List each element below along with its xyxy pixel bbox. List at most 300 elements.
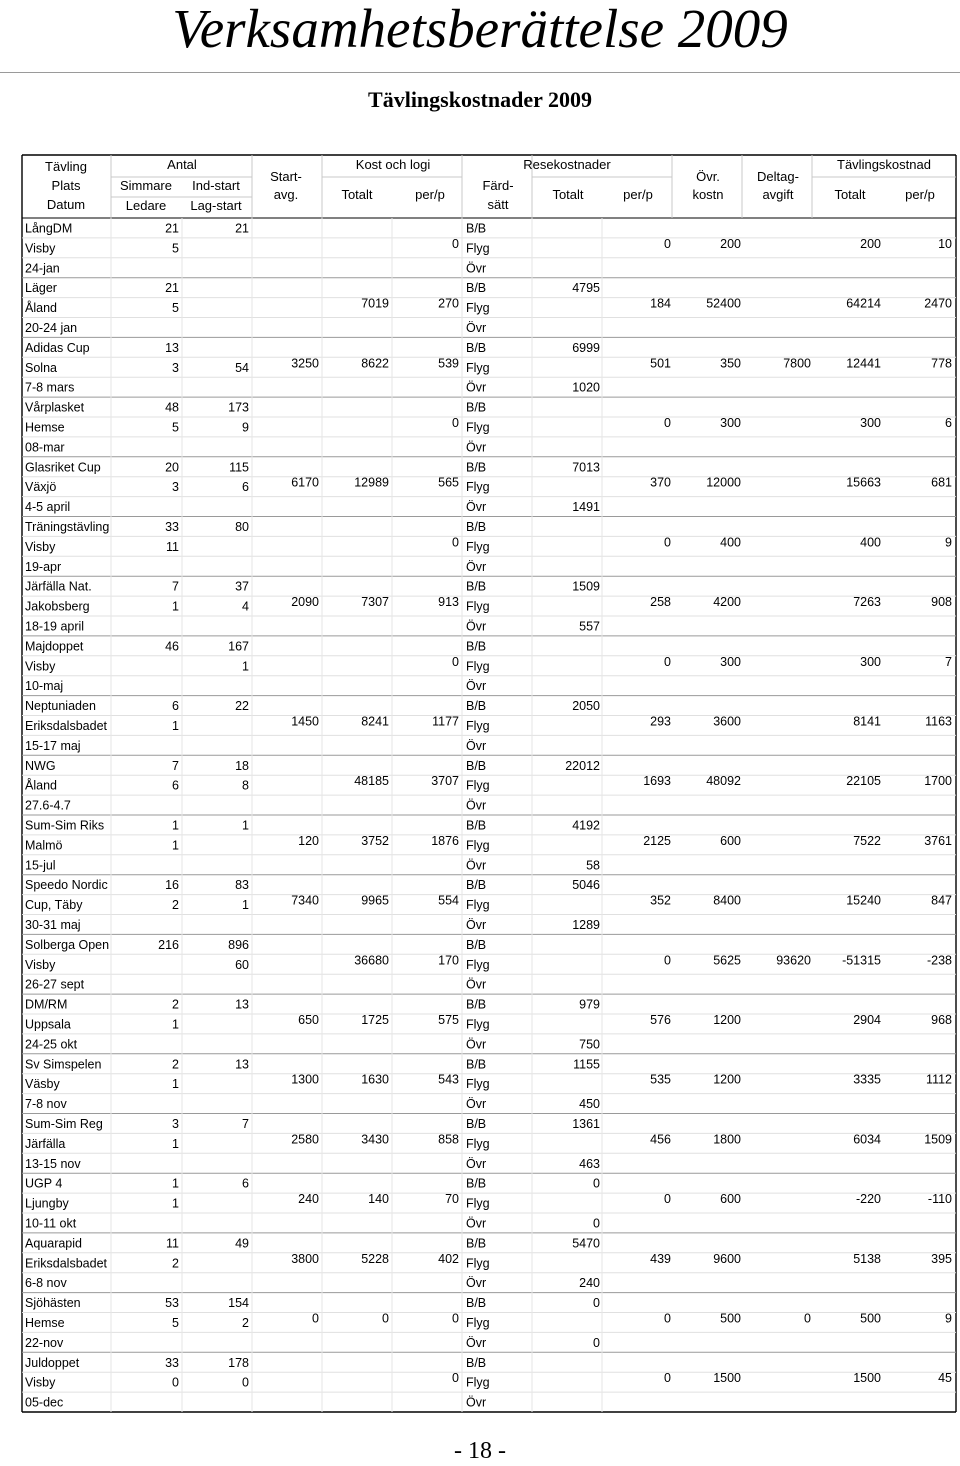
kost-perp-value: 0 <box>452 1311 459 1326</box>
ledare-count: 1 <box>172 599 179 614</box>
ovr-kostn-value: 0 <box>664 1192 671 1207</box>
tk-totalt-value: 7263 <box>853 595 881 610</box>
event-name: NWG <box>25 758 56 773</box>
transport-ovr-label: Övr <box>466 261 487 276</box>
tk-perp-value: -51315 <box>842 953 881 968</box>
header-avg: avg. <box>273 187 299 202</box>
event-name: Sum-Sim Riks <box>25 818 105 833</box>
event-name: Speedo Nordic <box>25 878 108 893</box>
event-date: 7-8 mars <box>25 380 75 395</box>
rese-ovr-value: 1289 <box>572 918 600 932</box>
ind-start-count: 115 <box>229 460 249 475</box>
transport-ovr-label: Övr <box>466 440 487 455</box>
rese-ovr-value: 240 <box>579 1276 600 1291</box>
kost-perp-value: 539 <box>438 356 459 371</box>
event-date: 22-nov <box>25 1335 64 1350</box>
event-date: 6-8 nov <box>25 1276 67 1291</box>
rese-ovr-value: 750 <box>579 1037 600 1052</box>
ovr-kostn-value: 370 <box>650 475 671 490</box>
ind-start-count: 173 <box>228 400 249 415</box>
document-title: Verksamhetsberättelse 2009 <box>172 0 788 59</box>
deltagavgift-value: 1200 <box>713 1013 741 1027</box>
transport-flyg-label: Flyg <box>466 360 490 375</box>
event-place: Eriksdalsbadet <box>25 719 107 733</box>
deltagavgift-value: 9600 <box>713 1251 741 1266</box>
kost-totalt-value: 48185 <box>354 774 389 789</box>
tk-totalt-value: 1500 <box>853 1371 881 1386</box>
tk-totalt-value: 200 <box>860 236 881 251</box>
ind-start-count: 167 <box>228 639 249 654</box>
transport-flyg-label: Flyg <box>466 1136 490 1151</box>
ovr-kostn-value: 0 <box>664 654 671 669</box>
simmare-count: 7 <box>172 579 179 594</box>
rese-ovr-value: 0 <box>593 1335 600 1350</box>
kost-totalt-value: 8622 <box>361 356 389 371</box>
transport-ovr-label: Övr <box>466 1335 487 1350</box>
event-place: Hemse <box>25 420 65 435</box>
header-plats: Plats <box>51 178 81 193</box>
transport-flyg-label: Flyg <box>466 1196 490 1211</box>
ledare-count: 5 <box>172 301 179 316</box>
kost-totalt-value: 3752 <box>361 833 389 848</box>
header-satt: sätt <box>487 197 509 212</box>
transport-ovr-label: Övr <box>466 380 487 395</box>
table-header <box>45 157 935 213</box>
ledare-count: 0 <box>172 1375 179 1390</box>
transport-flyg-label: Flyg <box>466 539 490 554</box>
start-avg-value: 7340 <box>291 893 319 908</box>
transport-ovr-label: Övr <box>466 321 487 335</box>
header-kost-totalt: Totalt <box>341 187 373 202</box>
transport-flyg-label: Flyg <box>466 838 490 853</box>
ledare-count: 5 <box>172 241 179 256</box>
start-avg-value: 3250 <box>291 356 319 371</box>
kost-perp-value: 0 <box>452 416 459 430</box>
event-place: Åland <box>25 778 57 793</box>
start-avg-value: 120 <box>298 833 319 848</box>
transport-bb-label: B/B <box>466 400 487 415</box>
event-place: Väsby <box>25 1077 60 1092</box>
tk-totalt-value: 8141 <box>853 714 881 729</box>
ovr-kostn-value: 576 <box>650 1013 671 1027</box>
transport-ovr-label: Övr <box>466 679 487 694</box>
event-date: 27.6-4.7 <box>25 798 71 813</box>
simmare-count: 33 <box>165 1355 179 1370</box>
event-name: LångDM <box>25 221 73 236</box>
rese-ovr-value: 0 <box>593 1216 600 1231</box>
kost-perp-value: 70 <box>445 1192 459 1207</box>
rese-bb-value: 4795 <box>572 281 600 296</box>
simmare-count: 21 <box>165 281 179 296</box>
event-name: Glasriket Cup <box>25 460 101 475</box>
header-ind-start: Ind-start <box>192 178 240 193</box>
tk-totalt-value: 300 <box>860 416 881 430</box>
transport-bb-label: B/B <box>466 997 487 1012</box>
deltagavgift-value: 500 <box>720 1311 741 1326</box>
header-kost-och-logi: Kost och logi <box>355 157 431 172</box>
simmare-count: 48 <box>165 400 179 415</box>
deltagavgift-value: 5625 <box>713 953 741 968</box>
ind-start-count: 18 <box>235 758 249 773</box>
transport-bb-label: B/B <box>466 520 487 534</box>
event-name: Juldoppet <box>25 1355 80 1370</box>
rese-bb-value: 979 <box>579 997 600 1012</box>
transport-ovr-label: Övr <box>466 977 487 992</box>
start-avg-value: 2090 <box>291 595 319 610</box>
deltagavgift-value: 12000 <box>706 475 741 490</box>
deltagavgift-value: 1200 <box>713 1072 741 1087</box>
transport-bb-label: B/B <box>466 1236 487 1251</box>
start-avg-value: 0 <box>312 1311 319 1326</box>
ind-start-count: 154 <box>228 1296 249 1311</box>
tk-perp-value: 6 <box>945 416 952 430</box>
transport-flyg-label: Flyg <box>466 1316 490 1330</box>
simmare-count: 6 <box>172 699 179 714</box>
event-name: Vårplasket <box>25 400 85 415</box>
deltagavgift-value: 300 <box>720 416 741 430</box>
transport-flyg-label: Flyg <box>466 420 490 435</box>
rese-bb-value: 4192 <box>572 818 600 833</box>
header-avgift: avgift <box>762 187 794 202</box>
header-deltag: Deltag- <box>757 169 799 184</box>
deltagavgift-value: 8400 <box>713 893 741 908</box>
simmare-count: 20 <box>165 460 179 475</box>
event-name: Aquarapid <box>25 1236 82 1251</box>
kost-perp-value: 913 <box>438 595 459 610</box>
event-date: 19-apr <box>25 559 62 574</box>
tk-perp-value: 3761 <box>924 833 952 848</box>
kost-perp-value: 1876 <box>431 833 459 848</box>
simmare-count: 2 <box>172 1057 179 1072</box>
event-place: Visby <box>25 659 56 674</box>
ovr-kostn-value: 1693 <box>643 774 671 789</box>
rese-ovr-value: 1020 <box>572 380 600 395</box>
tk-totalt-value: 7800 <box>783 356 811 371</box>
transport-flyg-label: Flyg <box>466 1375 490 1390</box>
start-avg-value: 3800 <box>291 1251 319 1266</box>
rese-bb-value: 1155 <box>573 1057 600 1072</box>
transport-flyg-label: Flyg <box>466 1256 490 1271</box>
header-tavling: Tävling <box>45 159 87 174</box>
lag-start-count: 6 <box>242 480 249 495</box>
tk-extra-value: 9 <box>945 1311 952 1326</box>
rese-ovr-value: 463 <box>579 1156 600 1171</box>
kost-perp-value: 565 <box>438 475 459 490</box>
ind-start-count: 178 <box>228 1355 249 1370</box>
tk-totalt-value: 5138 <box>853 1251 881 1266</box>
event-date: 15-17 maj <box>25 738 81 753</box>
ledare-count: 1 <box>172 1017 179 1032</box>
transport-bb-label: B/B <box>466 1176 487 1191</box>
lag-start-count: 54 <box>235 360 249 375</box>
transport-flyg-label: Flyg <box>466 778 490 793</box>
header-tk-perp: per/p <box>905 187 935 202</box>
kost-perp-value: 270 <box>438 296 459 311</box>
event-place: Uppsala <box>25 1017 71 1032</box>
rese-bb-value: 6999 <box>572 340 600 355</box>
start-avg-value: 2580 <box>291 1132 319 1147</box>
header-ovr: Övr. <box>696 169 720 184</box>
transport-bb-label: B/B <box>466 460 487 475</box>
transport-bb-label: B/B <box>466 639 487 654</box>
header-tk-totalt: Totalt <box>834 187 866 202</box>
event-place: Visby <box>25 1375 56 1390</box>
transport-ovr-label: Övr <box>466 858 487 873</box>
event-date: 7-8 nov <box>25 1097 67 1112</box>
lag-start-count: 4 <box>242 599 249 614</box>
kost-perp-value: 1177 <box>432 714 459 729</box>
tk-perp-value: 2470 <box>924 296 952 311</box>
transport-ovr-label: Övr <box>466 500 487 515</box>
transport-ovr-label: Övr <box>466 1097 487 1112</box>
event-name: DM/RM <box>25 997 68 1012</box>
rese-ovr-value: 58 <box>586 858 600 873</box>
start-avg-value: 6170 <box>291 475 319 490</box>
ledare-count: 1 <box>172 1196 179 1211</box>
ledare-count: 5 <box>172 1316 179 1330</box>
rese-ovr-value: 557 <box>579 619 600 634</box>
kost-perp-value: 0 <box>452 236 459 251</box>
event-date: 18-19 april <box>25 619 85 634</box>
tk-perp-value: 45 <box>938 1371 952 1386</box>
transport-ovr-label: Övr <box>466 1216 487 1231</box>
transport-bb-label: B/B <box>466 340 487 355</box>
ledare-count: 3 <box>172 360 179 375</box>
rese-bb-value: 7013 <box>572 460 600 475</box>
ovr-kostn-value: 0 <box>664 416 671 430</box>
event-date: 15-jul <box>25 858 56 873</box>
deltagavgift-value: 350 <box>720 356 741 371</box>
tk-totalt-value: 3335 <box>853 1072 881 1087</box>
tk-extra-value: -238 <box>926 953 952 968</box>
event-name: UGP 4 <box>25 1176 63 1191</box>
transport-bb-label: B/B <box>466 221 487 236</box>
ovr-kostn-value: 0 <box>664 953 671 968</box>
event-place: Visby <box>25 241 56 256</box>
event-name: Läger <box>25 281 57 296</box>
ovr-kostn-value: 501 <box>650 356 671 371</box>
transport-flyg-label: Flyg <box>466 898 490 913</box>
transport-flyg-label: Flyg <box>466 1077 490 1092</box>
kost-totalt-value: 12989 <box>354 475 389 490</box>
transport-bb-label: B/B <box>466 281 487 296</box>
lag-start-count: 1 <box>242 659 249 674</box>
transport-bb-label: B/B <box>466 937 487 952</box>
transport-bb-label: B/B <box>466 1057 487 1072</box>
tk-totalt-value: 22105 <box>846 774 881 789</box>
tk-totalt-value: 93620 <box>776 953 811 968</box>
start-avg-value: 1450 <box>291 714 319 729</box>
tk-totalt-value: 6034 <box>853 1132 881 1147</box>
transport-ovr-label: Övr <box>466 1156 487 1171</box>
ind-start-count: 1 <box>242 818 249 833</box>
deltagavgift-value: 1800 <box>713 1132 741 1147</box>
kost-totalt-value: 7019 <box>361 296 389 311</box>
event-place: Ljungby <box>25 1196 69 1211</box>
simmare-count: 1 <box>172 818 179 833</box>
rese-ovr-value: 450 <box>579 1097 600 1112</box>
ovr-kostn-value: 535 <box>650 1072 671 1087</box>
page-title: Tävlingskostnader 2009 <box>368 87 592 112</box>
ledare-count: 1 <box>172 719 179 733</box>
event-date: 08-mar <box>25 440 65 455</box>
kost-totalt-value: 7307 <box>361 595 389 610</box>
tk-extra-value: 778 <box>931 356 952 371</box>
ind-start-count: 21 <box>235 221 249 236</box>
header-rese-totalt: Totalt <box>552 187 584 202</box>
event-name: Sjöhästen <box>25 1296 81 1311</box>
event-date: 24-25 okt <box>25 1037 78 1052</box>
ind-start-count: 83 <box>235 878 249 893</box>
tk-perp-value: 10 <box>938 236 952 251</box>
ledare-count: 3 <box>172 480 179 495</box>
transport-bb-label: B/B <box>466 579 487 594</box>
tk-perp-value: 1700 <box>924 774 952 789</box>
header-tavlingskostnad: Tävlingskostnad <box>837 157 931 172</box>
simmare-count: 13 <box>165 340 179 355</box>
transport-bb-label: B/B <box>466 1355 487 1370</box>
tk-totalt-value: 300 <box>860 654 881 669</box>
lag-start-count: 2 <box>242 1316 249 1330</box>
rese-bb-value: 0 <box>593 1176 600 1191</box>
tk-perp-value: -110 <box>927 1192 952 1207</box>
event-date: 4-5 april <box>25 500 71 515</box>
kost-totalt-value: 36680 <box>354 953 389 968</box>
simmare-count: 16 <box>165 878 179 893</box>
transport-flyg-label: Flyg <box>466 719 490 733</box>
tk-totalt-value: 2904 <box>853 1013 881 1027</box>
event-name: Sum-Sim Reg <box>25 1117 103 1131</box>
kost-perp-value: 0 <box>452 535 459 550</box>
transport-flyg-label: Flyg <box>466 241 490 256</box>
event-place: Järfälla <box>25 1136 66 1151</box>
tk-perp-value: 395 <box>931 1251 952 1266</box>
ovr-kostn-value: 293 <box>650 714 671 729</box>
event-place: Växjö <box>25 480 57 495</box>
kost-perp-value: 3707 <box>431 774 459 789</box>
kost-totalt-value: 3430 <box>361 1132 389 1147</box>
transport-ovr-label: Övr <box>466 1276 487 1291</box>
kost-totalt-value: 8241 <box>361 714 389 729</box>
header-datum: Datum <box>46 197 86 212</box>
tk-perp-value: 968 <box>931 1013 952 1027</box>
transport-flyg-label: Flyg <box>466 301 490 316</box>
tk-totalt-value: 15663 <box>846 475 881 490</box>
tk-perp-value: 7 <box>945 654 952 669</box>
deltagavgift-value: 1500 <box>713 1371 741 1386</box>
ledare-count: 2 <box>172 898 179 913</box>
kost-totalt-value: 140 <box>368 1192 389 1207</box>
transport-ovr-label: Övr <box>466 738 487 753</box>
transport-bb-label: B/B <box>466 758 487 773</box>
start-avg-value: 650 <box>298 1013 319 1027</box>
transport-bb-label: B/B <box>466 1296 487 1311</box>
ledare-count: 5 <box>172 420 179 435</box>
rese-bb-value: 22012 <box>565 758 600 773</box>
transport-bb-label: B/B <box>466 878 487 893</box>
transport-flyg-label: Flyg <box>466 1017 490 1032</box>
ind-start-count: 6 <box>242 1176 249 1191</box>
simmare-count: 3 <box>172 1117 179 1131</box>
header-simmare: Simmare <box>119 178 173 193</box>
event-name: Majdoppet <box>25 639 84 654</box>
tk-perp-value: 12441 <box>846 356 881 371</box>
event-place: Åland <box>25 301 57 316</box>
event-name: Solberga Open <box>25 937 110 952</box>
transport-ovr-label: Övr <box>466 1037 487 1052</box>
tk-totalt-value: 400 <box>860 535 881 550</box>
header-kostn: kostn <box>692 187 724 202</box>
tk-perp-value: 1163 <box>925 714 952 729</box>
transport-ovr-label: Övr <box>466 559 487 574</box>
transport-ovr-label: Övr <box>466 798 487 813</box>
ovr-kostn-value: 0 <box>664 1311 671 1326</box>
event-place: Hemse <box>25 1316 65 1330</box>
event-date: 26-27 sept <box>25 977 85 992</box>
tk-perp-value: 681 <box>931 475 952 490</box>
event-place: Cup, Täby <box>25 898 83 913</box>
transport-flyg-label: Flyg <box>466 480 490 495</box>
simmare-count: 11 <box>166 1236 179 1251</box>
start-avg-value: 1300 <box>291 1072 319 1087</box>
tk-totalt-value: 15240 <box>846 893 881 908</box>
ledare-count: 6 <box>172 778 179 793</box>
simmare-count: 1 <box>172 1176 179 1191</box>
deltagavgift-value: 3600 <box>713 714 741 729</box>
kost-totalt-value: 1725 <box>361 1013 389 1027</box>
ovr-kostn-value: 456 <box>650 1132 671 1147</box>
transport-ovr-label: Övr <box>466 619 487 634</box>
event-place: Solna <box>25 360 57 375</box>
simmare-count: 33 <box>165 520 179 534</box>
kost-totalt-value: 9965 <box>361 893 389 908</box>
ovr-kostn-value: 0 <box>664 1371 671 1386</box>
transport-ovr-label: Övr <box>466 1395 487 1410</box>
lag-start-count: 1 <box>242 898 249 913</box>
ind-start-count: 22 <box>235 699 249 714</box>
tk-perp-value: 908 <box>931 595 952 610</box>
transport-flyg-label: Flyg <box>466 659 490 674</box>
transport-ovr-label: Övr <box>466 918 487 932</box>
lag-start-count: 60 <box>235 957 249 972</box>
event-name: Järfälla Nat. <box>25 579 92 594</box>
tk-totalt-value: 0 <box>804 1311 811 1326</box>
ledare-count: 1 <box>172 1136 179 1151</box>
tk-totalt-value: 64214 <box>846 296 881 311</box>
tk-perp-value: 9 <box>945 535 952 550</box>
lag-start-count: 0 <box>242 1375 249 1390</box>
rese-ovr-value: 1491 <box>572 500 600 515</box>
ind-start-count: 80 <box>235 520 249 534</box>
tk-perp-value: 1509 <box>924 1132 952 1147</box>
event-name: Adidas Cup <box>25 340 90 355</box>
event-place: Visby <box>25 539 56 554</box>
rese-bb-value: 1361 <box>572 1117 600 1131</box>
ledare-count: 2 <box>172 1256 179 1271</box>
ledare-count: 1 <box>172 838 179 853</box>
deltagavgift-value: 300 <box>720 654 741 669</box>
event-place: Eriksdalsbadet <box>25 1256 107 1271</box>
deltagavgift-value: 600 <box>720 1192 741 1207</box>
event-date: 24-jan <box>25 261 60 276</box>
rese-bb-value: 5470 <box>572 1236 600 1251</box>
event-place: Malmö <box>25 838 63 853</box>
tk-totalt-value: -220 <box>855 1192 881 1207</box>
ind-start-count: 7 <box>242 1117 249 1131</box>
ledare-count: 11 <box>166 539 179 554</box>
kost-totalt-value: 1630 <box>361 1072 389 1087</box>
rese-bb-value: 0 <box>593 1296 600 1311</box>
